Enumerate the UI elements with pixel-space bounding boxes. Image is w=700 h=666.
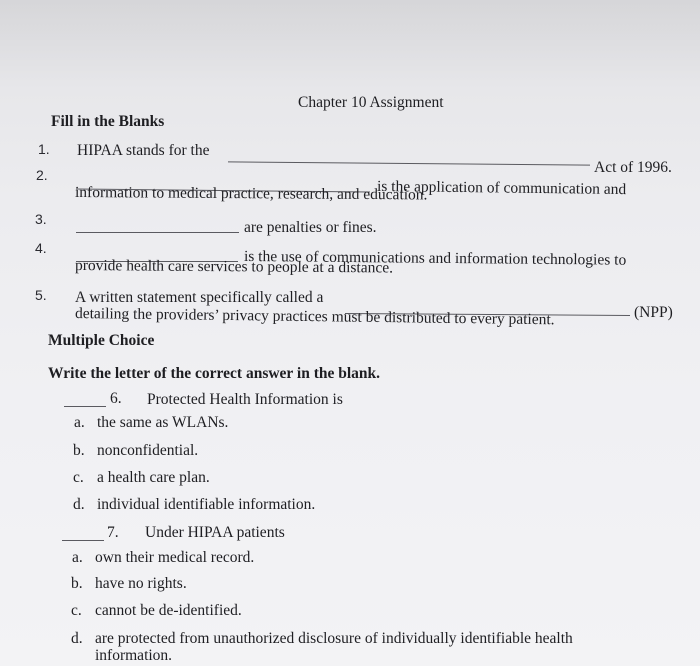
q7-text: Under HIPAA patients bbox=[145, 524, 285, 541]
q5-text-line2: detailing the providers’ privacy practices must be distributed to every patient. bbox=[74, 305, 555, 329]
q5-text-line1: A written statement specifically called a bbox=[75, 289, 324, 306]
q1-number: 1. bbox=[38, 141, 50, 157]
q7-option-d-letter: d. bbox=[71, 630, 83, 647]
multiple-choice-instruction: Write the letter of the correct answer in the blank. bbox=[48, 365, 381, 382]
q3-text: are penalties or fines. bbox=[244, 219, 377, 236]
q7-option-c-letter: c. bbox=[71, 602, 82, 619]
q6-option-a-letter: a. bbox=[74, 414, 85, 431]
q6-option-c-text: a health care plan. bbox=[97, 469, 210, 486]
q5-number: 5. bbox=[35, 287, 47, 303]
q7-option-b-letter: b. bbox=[71, 575, 83, 592]
q7-option-b-text: have no rights. bbox=[95, 575, 187, 592]
q4-text-line1: is the use of communications and information technologies to bbox=[243, 248, 627, 269]
q5-text-after: (NPP) bbox=[634, 304, 673, 321]
q2-text-line1: is the application of communication and bbox=[376, 178, 627, 199]
q1-text-after: Act of 1996. bbox=[594, 159, 672, 176]
q6-option-d-text: individual identifiable information. bbox=[97, 496, 316, 513]
q1-blank[interactable] bbox=[228, 161, 590, 165]
q7-answer-blank[interactable] bbox=[62, 540, 104, 541]
q6-option-a-text: the same as WLANs. bbox=[97, 414, 229, 431]
page-shadow bbox=[0, 0, 700, 90]
q7-option-a-letter: a. bbox=[72, 549, 83, 566]
q4-number: 4. bbox=[35, 240, 47, 256]
page-title: Chapter 10 Assignment bbox=[298, 94, 444, 111]
q4-text-line2: provide health care services to people at a distance. bbox=[74, 257, 394, 277]
q7-option-d-text-line2: information. bbox=[95, 647, 173, 664]
q3-number: 3. bbox=[35, 211, 47, 227]
q6-option-b-letter: b. bbox=[73, 442, 85, 459]
q7-option-c-text: cannot be de-identified. bbox=[95, 602, 242, 619]
q6-number: 6. bbox=[110, 390, 122, 407]
q2-text-line2: information to medical practice, research, and education. bbox=[74, 184, 428, 204]
q7-option-d-text: are protected from unauthorized disclosure of individually identifiable health bbox=[95, 630, 573, 647]
q7-number: 7. bbox=[107, 524, 119, 541]
q7-option-a-text: own their medical record. bbox=[95, 549, 255, 566]
q2-number: 2. bbox=[36, 167, 48, 183]
fill-in-heading: Fill in the Blanks bbox=[51, 113, 165, 130]
q6-option-b-text: nonconfidential. bbox=[97, 442, 199, 459]
q1-text: HIPAA stands for the bbox=[77, 142, 210, 159]
q6-text: Protected Health Information is bbox=[147, 391, 343, 408]
q6-option-d-letter: d. bbox=[73, 496, 85, 513]
q6-answer-blank[interactable] bbox=[64, 406, 106, 407]
multiple-choice-heading: Multiple Choice bbox=[48, 332, 155, 349]
q3-blank[interactable] bbox=[76, 232, 239, 233]
q6-option-c-letter: c. bbox=[73, 469, 84, 486]
